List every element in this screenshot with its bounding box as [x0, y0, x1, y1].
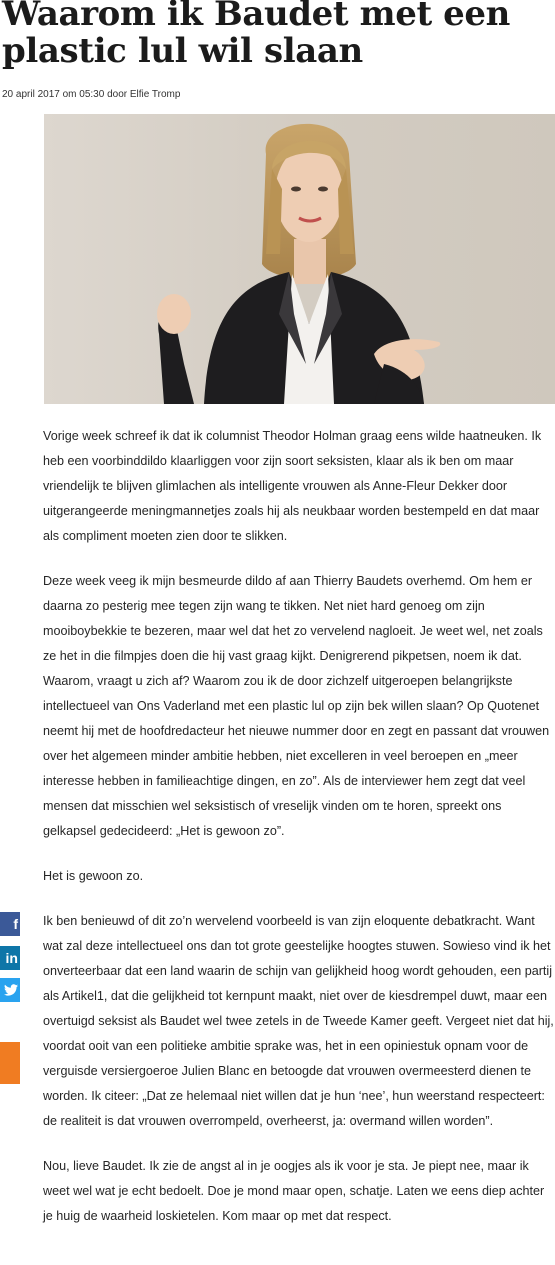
article-body — [43, 424, 555, 1249]
article-title: Waarom ik Baudet met een plastic lul wil slaan — [2, 0, 510, 71]
facebook-share-button[interactable] — [0, 912, 20, 936]
article-paragraph: Ik ben benieuwd of dit zo’n wervelend voorbeeld is van zijn eloquente debatkracht. Want wat zal deze intellectueel ons dan tot grote geestelijke hoogtes stuwen. Sowieso vind ik het onverteerbaar dat een land waarin de schijn van gelijkheid hoog wordt gehouden, een partij als Artikel1, dat die gelijkheid tot kernpunt maakt, niet over de kiesdrempel duwt, maar een overtuigd seksist als Baudet wel twee zetels in de Tweede Kamer geeft. Vergeet niet dat hij, voordat ooit van een politieke ambitie sprake was, het in een opiniestuk opnam voor de verguisde versiergoeroe Julien Blanc en betoogde dat vrouwen overmeesterd dienen te worden. Ik citeer: „Dat ze helemaal niet willen dat je hun ‘nee’, hun weerstand respecteert: de realiteit is dat vrouwen overrompeld, overheerst, ja: overmand willen worden”. — [43, 914, 554, 1128]
twitter-bird-icon — [4, 984, 18, 996]
article-photo — [44, 114, 555, 404]
share-more-button[interactable] — [0, 1042, 20, 1084]
twitter-share-button[interactable] — [0, 978, 20, 1002]
article-paragraph: Nou, lieve Baudet. Ik zie de angst al in je oogjes als ik voor je sta. Je piept nee, maar ik weet wel wat je echt bedoelt. Doe je mond maar open, schatje. Laten we eens diep achter je huig de waarheid loskietelen. Kom maar op met dat respect. — [43, 1159, 545, 1223]
article-paragraph: Het is gewoon zo. — [43, 869, 144, 883]
article-meta: 20 april 2017 om 05:30 door Elfie Tromp — [2, 89, 181, 100]
article-paragraph: Deze week veeg ik mijn besmeurde dildo af aan Thierry Baudets overhemd. Om hem er daarna zo pesterig mee tegen zijn wang te tikken. Net niet hard genoeg om zijn mooiboybekkie te bezeren, maar wel dat het zo vervelend nagloeit. Je weet wel, net zoals ze het in die filmpjes doen die hij vast graag kijkt. Denigrerend pikpetsen, noem ik dat. Waarom, vraagt u zich af? Waarom zou ik de door zichzelf uitgeroepen belangrijkste intellectueel van Ons Vaderland met een plastic lul op zijn bek willen slaan? Op Quotenet neemt hij met de hoofdredacteur het nieuwe nummer door en zegt en passant dat vrouwen over het algemeen minder ambitie hebben, niet excelleren in veel beroepen en „meer interesse hebben in familieachtige dingen, en zo”. Als de interviewer hem zegt dat veel mensen dat misschien wel seksistisch of vreselijk vinden om te horen, spreekt ons gelkapsel gedecideerd: „Het is gewoon zo”. — [43, 574, 550, 838]
facebook-icon: f — [13, 916, 18, 932]
linkedin-share-button[interactable] — [0, 946, 20, 970]
article-paragraph: Vorige week schreef ik dat ik columnist Theodor Holman graag eens wilde haatneuken. Ik heb een voorbinddildo klaarliggen voor zijn soort seksisten, klaar als ik ben om maar vriendelijk te blijven glimlachen als intelligente vrouwen als Anne-Fleur Dekker door uitgerangeerde meningmannetjes zoals hij als neukbaar worden bestempeld en dat maar als compliment moeten zien door te slikken. — [43, 429, 542, 543]
linkedin-icon: in — [5, 950, 18, 966]
